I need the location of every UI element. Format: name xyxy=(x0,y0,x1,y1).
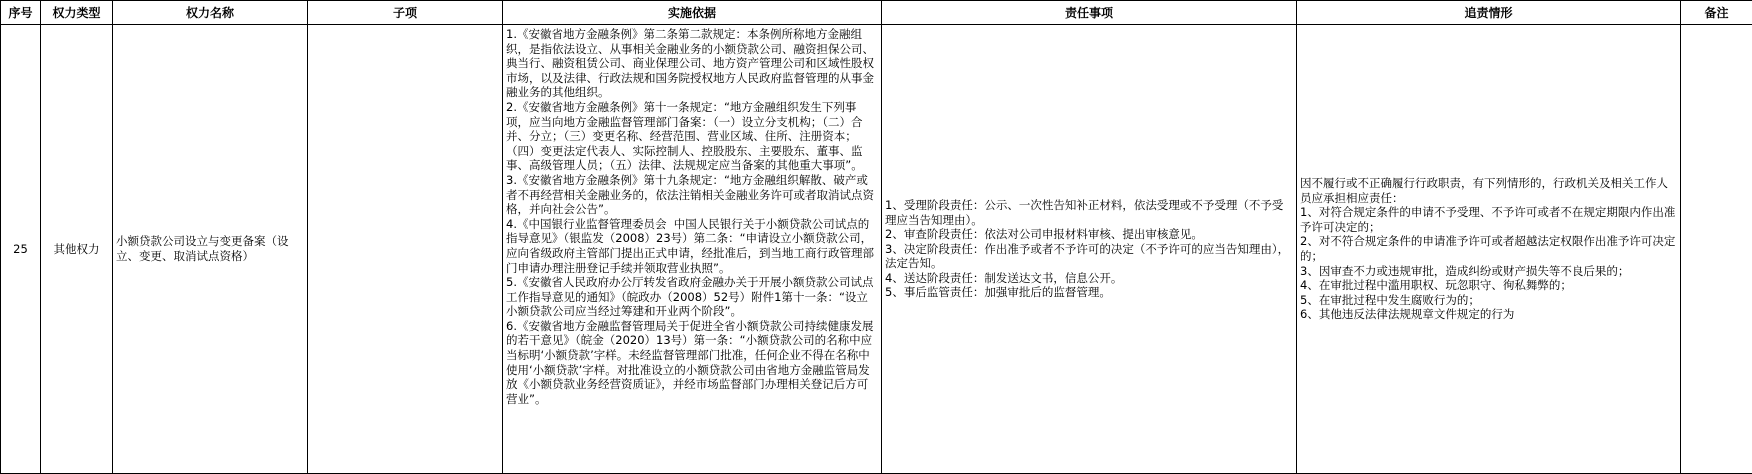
header-basis: 实施依据 xyxy=(503,1,882,25)
cell-accountability: 因不履行或不正确履行行政职责，有下列情形的，行政机关及相关工作人员应承担相应责任： 1、对符合规定条件的申请不予受理、不予许可或者不在规定期限内作出准予许可决定的； 2、对不符合规定条件的申请准予许可或者超越法定权限作出准予许可决定的； 3、因审查不力或违规审批，造成纠纷或财产损失等不良后果的； 4、在审批过程中滥用职权、玩忽职守、徇私舞弊的； 5、在审批过程中发生腐败行为的； 6、其他违反法律法规规章文件规定的行为 xyxy=(1297,25,1681,474)
cell-power-name: 小额贷款公司设立与变更备案（设立、变更、取消试点资格） xyxy=(113,25,308,474)
table-row xyxy=(1,25,1752,474)
cell-sub-item xyxy=(308,25,503,474)
header-accountability: 追责情形 xyxy=(1297,1,1681,25)
header-power-type: 权力类型 xyxy=(41,1,113,25)
header-remark: 备注 xyxy=(1681,1,1752,25)
cell-responsibility: 1、受理阶段责任：公示、一次性告知补正材料，依法受理或不予受理（不予受理应当告知理由）。 2、审查阶段责任：依法对公司申报材料审核、提出审核意见。 3、决定阶段责任：作出准予或者不予许可的决定（不予许可的应当告知理由），法定告知。 4、送达阶段责任：制发送达文书，信息公开。 5、事后监管责任：加强审批后的监督管理。 xyxy=(882,25,1297,474)
cell-seq: 25 xyxy=(1,25,41,474)
cell-basis: 1.《安徽省地方金融条例》第二条第二款规定：本条例所称地方金融组织，是指依法设立、从事相关金融业务的小额贷款公司、融资担保公司、典当行、融资租赁公司、商业保理公司、地方资产管理公司和区域性股权市场，以及法律、行政法规和国务院授权地方人民政府监督管理的从事金融业务的其他组织。 2.《安徽省地方金融条例》第十一条规定：“地方金融组织发生下列事项，应当向地方金融监督管理部门备案：（一）设立分支机构；（二）合并、分立；（三）变更名称、经营范围、营业区域、住所、注册资本；（四）变更法定代表人、实际控制人、控股股东、主要股东、董事、监事、高级管理人员；（五）法律、法规规定应当备案的其他重大事项”。 3.《安徽省地方金融条例》第十九条规定：“地方金融组织解散、破产或者不再经营相关金融业务的，依法注销相关金融业务许可或者取消试点资格，并向社会公告”。 4.《中国银行业监督管理委员会 中国人民银行关于小额贷款公司试点的指导意见》（银监发（2008）23号）第二条：“申请设立小额贷款公司，应向省级政府主管部门提出正式申请，经批准后，到当地工商行政管理部门申请办理注册登记手续并领取营业执照”。 5.《安徽省人民政府办公厅转发省政府金融办关于开展小额贷款公司试点工作指导意见的通知》（皖政办（2008）52号）附件1第十一条：“设立小额贷款公司应当经过筹建和开业两个阶段”。 6.《安徽省地方金融监督管理局关于促进全省小额贷款公司持续健康发展的若干意见》（皖金（2020）13号）第一条：“小额贷款公司的名称中应当标明‘小额贷款’字样。未经监督管理部门批准，任何企业不得在名称中使用‘小额贷款’字样。对批准设立的小额贷款公司由省地方金融监管局发放《小额贷款业务经营资质证》，并经市场监督部门办理相关登记后方可营业”。 xyxy=(503,25,882,474)
header-seq: 序号 xyxy=(1,1,41,25)
cell-remark xyxy=(1681,25,1752,474)
cell-power-type: 其他权力 xyxy=(41,25,113,474)
header-power-name: 权力名称 xyxy=(113,1,308,25)
header-row xyxy=(1,1,1752,25)
header-responsibility: 责任事项 xyxy=(882,1,1297,25)
header-sub-item: 子项 xyxy=(308,1,503,25)
